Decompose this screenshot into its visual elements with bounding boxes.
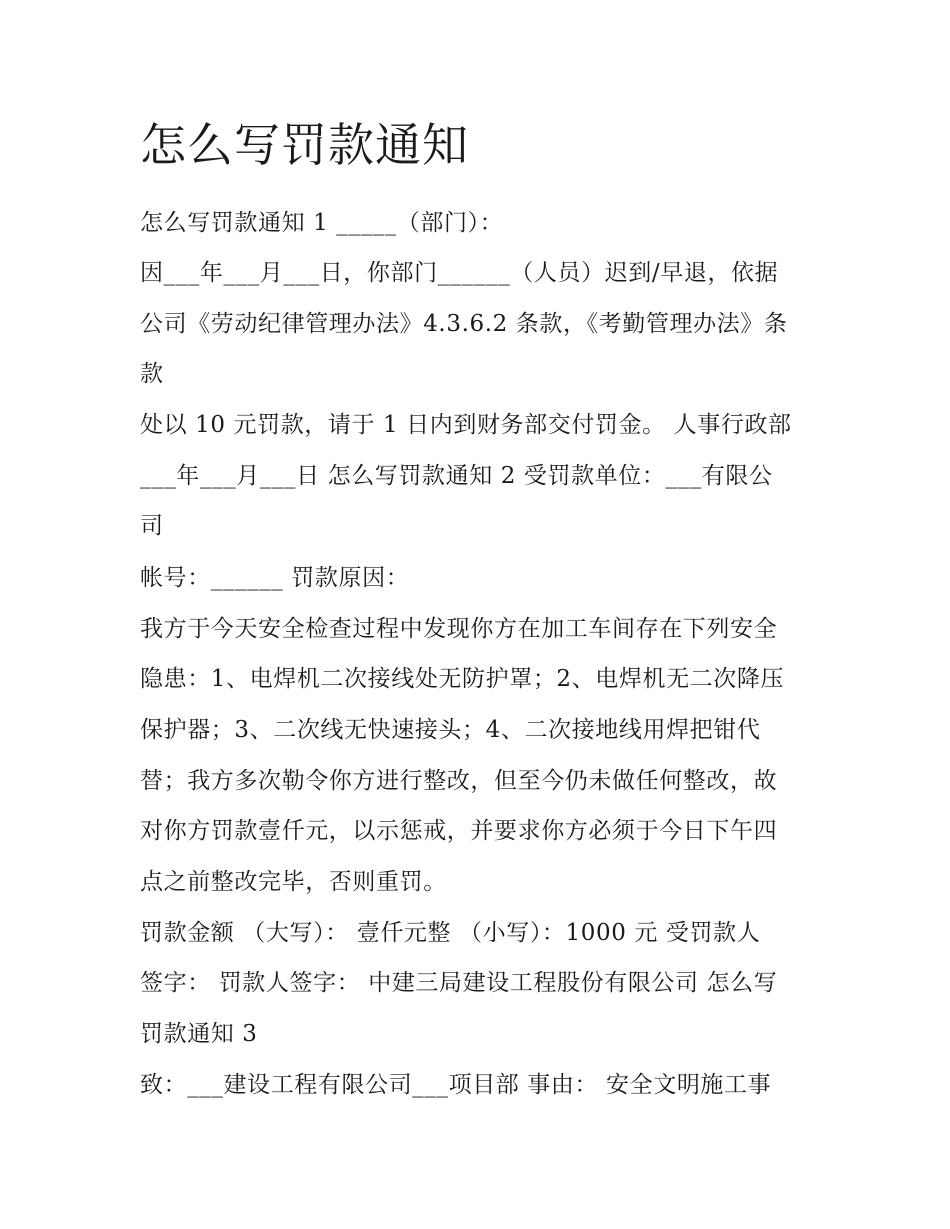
body-line: 帐号：______ 罚款原因： (140, 565, 410, 591)
body-line: 司 (140, 513, 164, 539)
body-line: 罚款通知 3 (140, 1021, 258, 1047)
body-line: 点之前整改完毕，否则重罚。 (140, 869, 447, 895)
body-line: 公司《劳动纪律管理办法》4.3.6.2 条款，《考勤管理办法》条 (140, 311, 788, 337)
body-line: ___年___月___日 怎么写罚款通知 2 受罚款单位：___有限公 (140, 463, 773, 489)
body-line: 对你方罚款壹仟元，以示惩戒，并要求你方必须于今日下午四 (140, 818, 778, 844)
body-line: 我方于今天安全检查过程中发现你方在加工车间存在下列安全 (140, 616, 778, 642)
body-line: 处以 10 元罚款，请于 1 日内到财务部交付罚金。 人事行政部 (140, 412, 792, 438)
body-line: 保护器；3、二次线无快速接头；4、二次接地线用焊把钳代 (140, 717, 761, 743)
body-line: 致：___建设工程有限公司___项目部 事由： 安全文明施工事 (140, 1072, 772, 1098)
body-line: 怎么写罚款通知 1 _____（部门）： (140, 210, 504, 236)
document-title: 怎么写罚款通知 (140, 118, 469, 172)
body-line: 款 (140, 361, 164, 387)
body-line: 替；我方多次勒令你方进行整改，但至今仍未做任何整改，故 (140, 768, 778, 794)
body-line: 罚款金额 （大写）： 壹仟元整 （小写）：1000 元 受罚款人 (140, 920, 761, 946)
body-line: 隐患：1、电焊机二次接线处无防护罩；2、电焊机无二次降压 (140, 666, 785, 692)
body-line: 因___年___月___日，你部门______（人员）迟到/早退，依据 (140, 260, 779, 286)
body-line: 签字： 罚款人签字： 中建三局建设工程股份有限公司 怎么写 (140, 970, 778, 996)
